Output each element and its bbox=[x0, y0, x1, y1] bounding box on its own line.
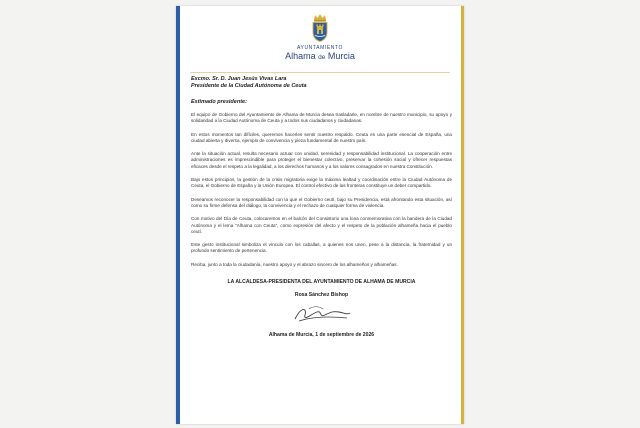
paragraph-4: Bajo estos principios, la gestión de la crisis migratoria exige la máxima lealtad y coordinación entre la Ciudad Autónoma de Ceuta, el Gobierno de España y la Unión Europea. El control efectivo de las fronteras constituye un deber compartido. bbox=[191, 177, 452, 189]
org-name-line1: AYUNTAMIENTO bbox=[296, 45, 344, 51]
paragraph-6: Con motivo del Día de Ceuta, colocaremos en el balcón del Consistorio una lona conmemorativa con la bandera de la Ciudad Autónoma y el lema "Alhama con Ceuta", como expresión del afecto y el respeto de la población alhameña hacia el pueblo ceutí. bbox=[191, 216, 452, 234]
org-name-alhama: Alhama bbox=[285, 51, 316, 61]
paragraph-5: Deseamos reconocer la responsabilidad con la que el Gobierno ceutí, bajo su Presidencia, está afrontando esta situación, así como su firme defensa del diálogo, la convivencia y el rechazo de cualquier forma de violencia. bbox=[191, 196, 452, 208]
org-name-line2 bbox=[176, 51, 464, 61]
paragraph-2: En estos momentos tan difíciles, queremos hacerles sentir nuestro respaldo. Ceuta es una parte esencial de España, una ciudad abierta y diversa, ejemplo de convivencia y pieza fundamental de nuestro país. bbox=[191, 131, 452, 143]
addressee-title: Presidente de la Ciudad Autónoma de Ceuta bbox=[191, 83, 307, 89]
salutation: Estimado presidente: bbox=[191, 99, 247, 105]
org-name-de: de bbox=[318, 54, 326, 61]
paragraph-3: Ante la situación actual, resulta necesario actuar con unidad, serenidad y responsabilidad institucional. La cooperación entre administraciones es imprescindible para proteger el bienestar colectivo, preservar la cohesión social y ofrecer respuestas eficaces desde el respeto a la legalidad, a los derechos humanos y a los valores consagrados en nuestra Constitución. bbox=[191, 151, 452, 169]
paragraph-1: El equipo de Gobierno del Ayuntamiento de Alhama de Murcia desea trasladarle, en nombre de nuestro municipio, su apoyo y solidaridad a la Ciudad Autónoma de Ceuta y a todos sus ciudadanos y ciudadanas. bbox=[191, 112, 452, 124]
letter-body bbox=[191, 76, 452, 338]
paragraph-7: Este gesto institucional simboliza el vínculo con los caballas, a quienes nos unen, pese a la distancia, la fraternidad y un profundo sentimiento de pertenencia. bbox=[191, 242, 452, 254]
signatory-name: Rosa Sánchez Bishop bbox=[294, 292, 349, 299]
signatory-title: LA ALCALDESA-PRESIDENTA DEL AYUNTAMIENTO DE ALHAMA DE MURCIA bbox=[227, 279, 416, 286]
letter-page bbox=[176, 6, 464, 424]
handwritten-signature bbox=[289, 303, 355, 325]
place-and-date: Alhama de Murcia, 1 de septiembre de 2026 bbox=[268, 332, 375, 339]
letterhead bbox=[176, 14, 464, 68]
gold-side-band bbox=[461, 6, 464, 424]
org-name-murcia: Murcia bbox=[327, 51, 355, 61]
coat-of-arms-icon bbox=[310, 14, 330, 42]
blue-side-band bbox=[176, 6, 180, 424]
addressee-name: Excmo. Sr. D. Juan Jesús Vivas Lara bbox=[191, 76, 287, 82]
header-divider bbox=[190, 72, 450, 73]
paragraph-8: Reciba, junto a toda la ciudadanía, nuestro apoyo y el abrazo sincero de los alhameños y alhameñas. bbox=[191, 261, 398, 267]
